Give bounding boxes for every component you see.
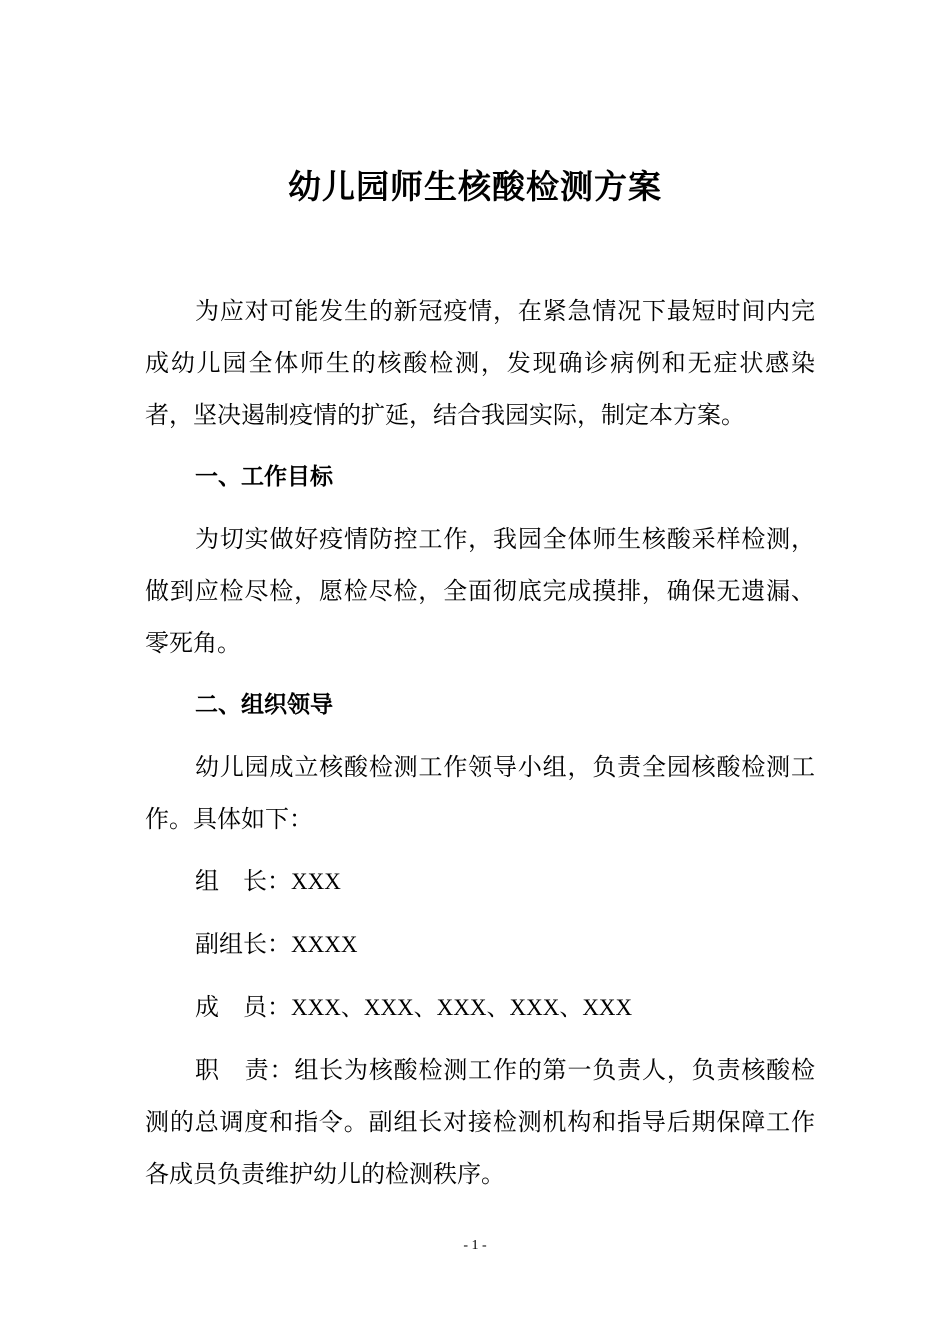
member-line-members <box>145 981 815 1034</box>
member-label: 成 员： <box>195 993 291 1021</box>
spacer <box>145 908 815 918</box>
spacer <box>145 731 815 741</box>
intro-paragraph: 为应对可能发生的新冠疫情，在紧急情况下最短时间内完成幼儿园全体师生的核酸检测，发现确诊病例和无症状感染者，坚决遏制疫情的扩延，结合我园实际，制定本方案。 <box>145 297 815 429</box>
spacer <box>145 669 815 679</box>
section-heading-goals: 一、工作目标 <box>195 464 333 490</box>
spacer <box>145 441 815 451</box>
section-heading-organization: 二、组织领导 <box>195 692 333 718</box>
document-body <box>145 285 815 1200</box>
spacer <box>145 845 815 855</box>
member-value: XXXX <box>291 932 358 957</box>
member-value: XXX <box>291 869 341 894</box>
goals-paragraph: 为切实做好疫情防控工作，我园全体师生核酸采样检测，做到应检尽检，愿检尽检，全面彻底完成摸排，确保无遗漏、零死角。 <box>145 525 815 657</box>
spacer <box>145 971 815 981</box>
document-title: 幼儿园师生核酸检测方案 <box>288 167 662 206</box>
spacer <box>145 1034 815 1044</box>
duty-paragraph: 职 责：组长为核酸检测工作的第一负责人，负责核酸检测的总调度和指令。副组长对接检测机构和指导后期保障工作各成员负责维护幼儿的检测秩序。 <box>145 1056 815 1188</box>
spacer <box>145 503 815 513</box>
member-label: 组 长： <box>195 867 291 895</box>
member-line-deputy <box>145 918 815 971</box>
member-label: 副组长： <box>195 930 291 958</box>
page-number: - 1 - <box>463 1238 487 1253</box>
organization-paragraph: 幼儿园成立核酸检测工作领导小组，负责全园核酸检测工作。具体如下： <box>145 753 815 833</box>
member-value: XXX、XXX、XXX、XXX、XXX <box>291 995 633 1020</box>
member-line-leader <box>145 855 815 908</box>
